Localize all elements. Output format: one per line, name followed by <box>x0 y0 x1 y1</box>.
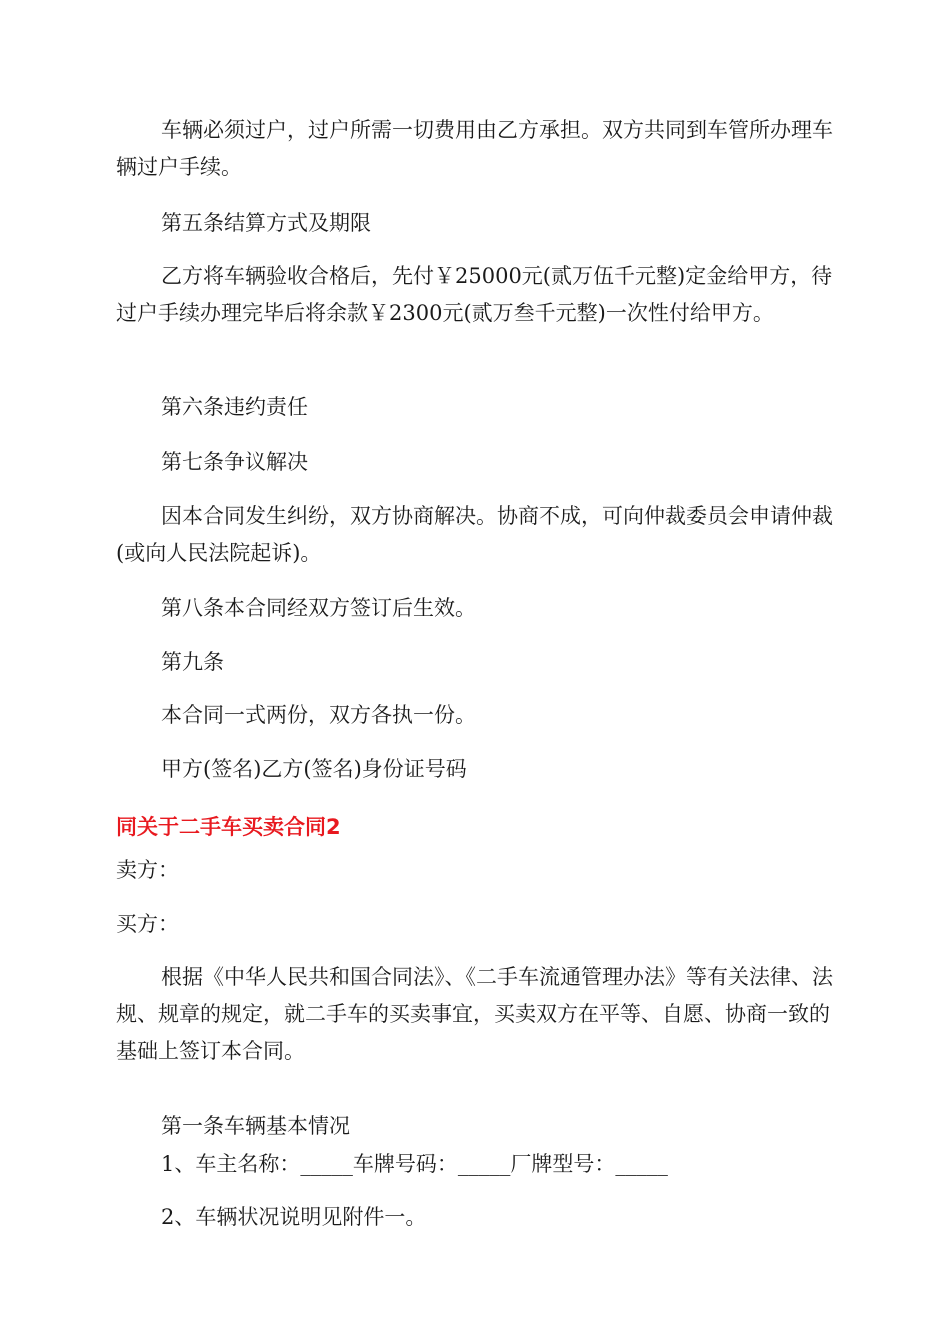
seller-label: 卖方： <box>116 858 179 882</box>
article-9-title: 第九条 <box>161 650 224 674</box>
paragraph-transfer: 车辆必须过户，过户所需一切费用由乙方承担。双方共同到车管所办理车辆过户手续。 <box>116 118 833 179</box>
paragraph-payment: 乙方将车辆验收合格后，先付￥25000元(贰万伍千元整)定金给甲方，待过户手续办理完毕后将余款￥2300元(贰万叁千元整)一次性付给甲方。 <box>116 264 833 325</box>
article-8-title: 第八条本合同经双方签订后生效。 <box>161 596 476 620</box>
paragraph-dispute: 因本合同发生纠纷，双方协商解决。协商不成，可向仲裁委员会申请仲裁(或向人民法院起诉)。 <box>116 504 833 565</box>
article-5-title: 第五条结算方式及期限 <box>161 211 371 235</box>
paragraph-basis: 根据《中华人民共和国合同法》、《二手车流通管理办法》等有关法律、法规、规章的规定，就二手车的买卖事宜，买卖双方在平等、自愿、协商一致的基础上签订本合同。 <box>116 965 833 1063</box>
article-7-title: 第七条争议解决 <box>161 450 308 474</box>
buyer-label: 买方： <box>116 912 179 936</box>
vehicle-condition-line: 2、车辆状况说明见附件一。 <box>161 1205 427 1229</box>
article-1-title: 第一条车辆基本情况 <box>161 1114 350 1138</box>
vehicle-info-line: 1、车主名称：_____车牌号码：_____厂牌型号：_____ <box>161 1152 668 1176</box>
article-6-title: 第六条违约责任 <box>161 395 308 419</box>
paragraph-copies: 本合同一式两份，双方各执一份。 <box>161 703 476 727</box>
section-heading: 同关于二手车买卖合同2 <box>116 815 341 839</box>
signature-line: 甲方(签名)乙方(签名)身份证号码 <box>161 757 467 781</box>
